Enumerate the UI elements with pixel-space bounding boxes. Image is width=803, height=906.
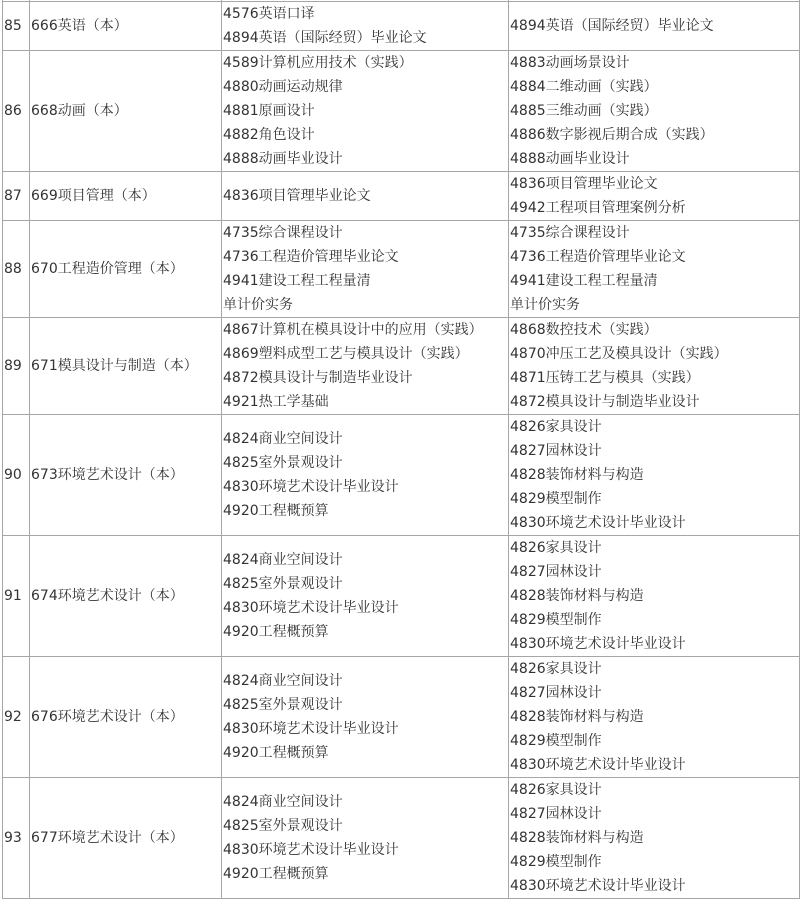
course-item: 4825室外景观设计 (223, 697, 343, 713)
course-item: 4941建设工程工程量清 (510, 273, 658, 289)
row-number: 89 (3, 318, 30, 415)
course-list-a (222, 2, 509, 51)
course-item: 4885三维动画（实践） (510, 103, 658, 119)
course-item: 4830环境艺术设计毕业设计 (510, 515, 686, 531)
course-item: 4830环境艺术设计毕业设计 (223, 600, 399, 616)
course-item: 4826家具设计 (510, 540, 602, 556)
major-name: 674环境艺术设计（本） (30, 536, 222, 657)
course-item: 4881原画设计 (223, 103, 315, 119)
course-item: 4868数控技术（实践） (510, 322, 658, 338)
course-item: 4920工程概预算 (223, 866, 329, 882)
course-item: 4826家具设计 (510, 419, 602, 435)
course-list-a (222, 778, 509, 899)
course-item: 4880动画运动规律 (223, 79, 343, 95)
course-list (510, 318, 799, 414)
course-list (510, 172, 799, 220)
course-item: 4888动画毕业设计 (223, 151, 343, 167)
course-item: 4824商业空间设计 (223, 431, 343, 447)
course-item: 4829模型制作 (510, 612, 602, 628)
course-item: 4869塑料成型工艺与模具设计（实践） (223, 346, 469, 362)
table-row (3, 536, 800, 657)
table-row (3, 221, 800, 318)
course-item: 4884二维动画（实践） (510, 79, 658, 95)
course-item: 4920工程概预算 (223, 624, 329, 640)
course-item: 4827园林设计 (510, 443, 602, 459)
course-item: 4882角色设计 (223, 127, 315, 143)
row-number: 93 (3, 778, 30, 899)
course-list-b (509, 415, 800, 536)
course-list-a (222, 318, 509, 415)
table-row (3, 318, 800, 415)
course-list-a (222, 415, 509, 536)
course-item: 4829模型制作 (510, 733, 602, 749)
course-list-a (222, 51, 509, 172)
course-item: 4827园林设计 (510, 564, 602, 580)
course-list-b (509, 2, 800, 51)
course-item: 4828装饰材料与构造 (510, 588, 644, 604)
course-item: 4872模具设计与制造毕业设计 (223, 370, 413, 386)
course-list (223, 184, 508, 208)
course-list-b (509, 51, 800, 172)
table-row (3, 51, 800, 172)
course-list-a (222, 221, 509, 318)
row-number: 87 (3, 172, 30, 221)
course-item: 4735综合课程设计 (223, 225, 343, 241)
course-item: 4894英语（国际经贸）毕业论文 (223, 30, 427, 46)
course-item: 4871压铸工艺与模具（实践） (510, 370, 700, 386)
course-item: 4826家具设计 (510, 661, 602, 677)
course-item: 4829模型制作 (510, 854, 602, 870)
course-table (2, 0, 800, 899)
major-name: 670工程造价管理（本） (30, 221, 222, 318)
major-name: 666英语（本） (30, 2, 222, 51)
course-item: 4827园林设计 (510, 685, 602, 701)
course-list-b (509, 318, 800, 415)
course-list-a (222, 536, 509, 657)
course-item: 4920工程概预算 (223, 503, 329, 519)
course-list (223, 221, 508, 317)
course-list-a (222, 172, 509, 221)
course-item: 4867计算机在模具设计中的应用（实践） (223, 322, 483, 338)
table-row (3, 415, 800, 536)
course-list (223, 427, 508, 523)
course-item: 4883动画场景设计 (510, 55, 630, 71)
course-item: 4828装饰材料与构造 (510, 467, 644, 483)
major-name: 676环境艺术设计（本） (30, 657, 222, 778)
course-list-b (509, 221, 800, 318)
course-item: 4942工程项目管理案例分析 (510, 200, 686, 216)
row-number: 85 (3, 2, 30, 51)
major-name: 668动画（本） (30, 51, 222, 172)
course-item: 4735综合课程设计 (510, 225, 630, 241)
course-list (510, 415, 799, 535)
course-item: 4830环境艺术设计毕业设计 (223, 479, 399, 495)
row-number: 92 (3, 657, 30, 778)
course-list (223, 790, 508, 886)
row-number: 91 (3, 536, 30, 657)
course-item: 4894英语（国际经贸）毕业论文 (510, 18, 714, 34)
course-list (223, 2, 508, 50)
course-item: 4870冲压工艺及模具设计（实践） (510, 346, 728, 362)
course-item: 4824商业空间设计 (223, 794, 343, 810)
course-item: 4824商业空间设计 (223, 552, 343, 568)
course-list (510, 14, 799, 38)
course-list (510, 778, 799, 898)
table-row (3, 778, 800, 899)
course-item: 4826家具设计 (510, 782, 602, 798)
course-item: 4824商业空间设计 (223, 673, 343, 689)
course-item: 单计价实务 (223, 297, 293, 313)
course-item: 4828装饰材料与构造 (510, 830, 644, 846)
course-table-body (3, 0, 800, 899)
course-item: 4736工程造价管理毕业论文 (223, 249, 399, 265)
major-name: 669项目管理（本） (30, 172, 222, 221)
row-number: 86 (3, 51, 30, 172)
course-item: 4836项目管理毕业论文 (223, 188, 371, 204)
major-name: 677环境艺术设计（本） (30, 778, 222, 899)
major-name: 673环境艺术设计（本） (30, 415, 222, 536)
course-list (510, 657, 799, 777)
table-row (3, 657, 800, 778)
course-list-a (222, 657, 509, 778)
course-item: 4830环境艺术设计毕业设计 (510, 636, 686, 652)
course-list-b (509, 172, 800, 221)
row-number: 88 (3, 221, 30, 318)
course-list (510, 51, 799, 171)
course-list (510, 221, 799, 317)
course-item: 4825室外景观设计 (223, 455, 343, 471)
row-number: 90 (3, 415, 30, 536)
course-list (510, 536, 799, 656)
course-item: 4825室外景观设计 (223, 576, 343, 592)
course-item: 4830环境艺术设计毕业设计 (510, 878, 686, 894)
course-item: 4830环境艺术设计毕业设计 (223, 842, 399, 858)
course-item: 4941建设工程工程量清 (223, 273, 371, 289)
course-item: 4825室外景观设计 (223, 818, 343, 834)
course-item: 4836项目管理毕业论文 (510, 176, 658, 192)
course-item: 4920工程概预算 (223, 745, 329, 761)
course-list (223, 548, 508, 644)
course-item: 4576英语口译 (223, 6, 315, 22)
course-item: 4736工程造价管理毕业论文 (510, 249, 686, 265)
table-row (3, 2, 800, 51)
major-name: 671模具设计与制造（本） (30, 318, 222, 415)
course-item: 4829模型制作 (510, 491, 602, 507)
course-list (223, 51, 508, 171)
course-item: 4827园林设计 (510, 806, 602, 822)
course-item: 4830环境艺术设计毕业设计 (223, 721, 399, 737)
course-list-b (509, 657, 800, 778)
course-item: 4872模具设计与制造毕业设计 (510, 394, 700, 410)
course-item: 4830环境艺术设计毕业设计 (510, 757, 686, 773)
course-item: 4828装饰材料与构造 (510, 709, 644, 725)
course-item: 4888动画毕业设计 (510, 151, 630, 167)
course-list-b (509, 536, 800, 657)
course-list-b (509, 778, 800, 899)
course-item: 4589计算机应用技术（实践） (223, 55, 413, 71)
course-item: 单计价实务 (510, 297, 580, 313)
course-item: 4921热工学基础 (223, 394, 329, 410)
course-item: 4886数字影视后期合成（实践） (510, 127, 714, 143)
course-list (223, 669, 508, 765)
table-row (3, 172, 800, 221)
course-list (223, 318, 508, 414)
